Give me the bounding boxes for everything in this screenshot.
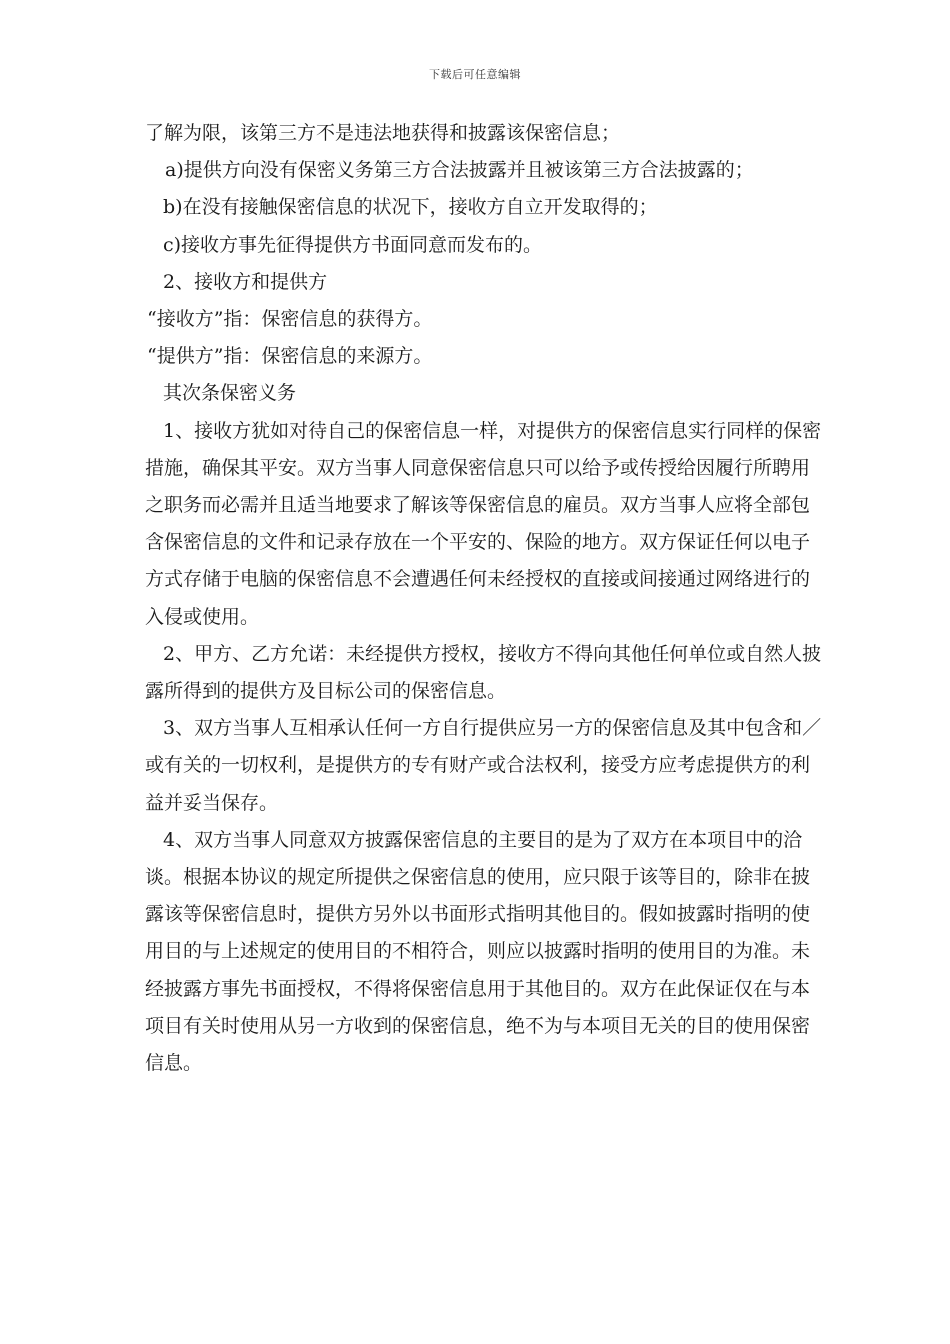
article-heading-confidentiality: 其次条保密义务 (163, 382, 297, 405)
page-header: 下载后可任意编辑 (429, 68, 521, 81)
definition-recipient: “接收方”指：保密信息的获得方。 (147, 308, 433, 331)
definition-provider: “提供方”指：保密信息的来源方。 (147, 345, 433, 368)
paragraph-clause-1: 1、接收方犹如对待自己的保密信息一样，对提供方的保密信息实行同样的保密措施，确保其平安。双方当事人同意保密信息只可以给予或传授给因履行所聘用之职务而必需并且适当地要求了解该等保密信息的雇员。双方当事人应将全部包含保密信息的文件和记录存放在一个平安的、保险的地方。双方保证任何以电子方式存储于电脑的保密信息不会遭遇任何未经授权的直接或间接通过网络进行的入侵或使用。 (145, 419, 822, 628)
paragraph-clause-4: 4、双方当事人同意双方披露保密信息的主要目的是为了双方在本项目中的洽谈。根据本协议的规定所提供之保密信息的使用，应只限于该等目的，除非在披露该等保密信息时，提供方另外以书面形式指明其他目的。假如披露时指明的使用目的与上述规定的使用目的不相符合，则应以披露时指明的使用目的为准。未经披露方事先书面授权，不得将保密信息用于其他目的。双方在此保证仅在与本项目有关时使用从另一方收到的保密信息，绝不为与本项目无关的目的使用保密信息。 (145, 828, 811, 1075)
document-body (145, 115, 825, 1082)
paragraph-clause-3: 3、双方当事人互相承认任何一方自行提供应另一方的保密信息及其中包含和／或有关的一切权利，是提供方的专有财产或合法权利，接受方应考虑提供方的利益并妥当保存。 (145, 717, 822, 814)
paragraph-item-c: c)接收方事先征得提供方书面同意而发布的。 (163, 233, 543, 256)
section-heading-parties: 2、接收方和提供方 (163, 270, 328, 293)
paragraph-item-a: a)提供方向没有保密义务第三方合法披露并且被该第三方合法披露的； (165, 159, 754, 182)
paragraph-item-b: b)在没有接触保密信息的状况下，接收方自立开发取得的； (163, 196, 658, 219)
paragraph-clause-2: 2、甲方、乙方允诺：未经提供方授权，接收方不得向其他任何单位或自然人披露所得到的提供方及目标公司的保密信息。 (145, 642, 822, 703)
paragraph-continuation: 了解为限，该第三方不是违法地获得和披露该保密信息； (145, 122, 621, 144)
